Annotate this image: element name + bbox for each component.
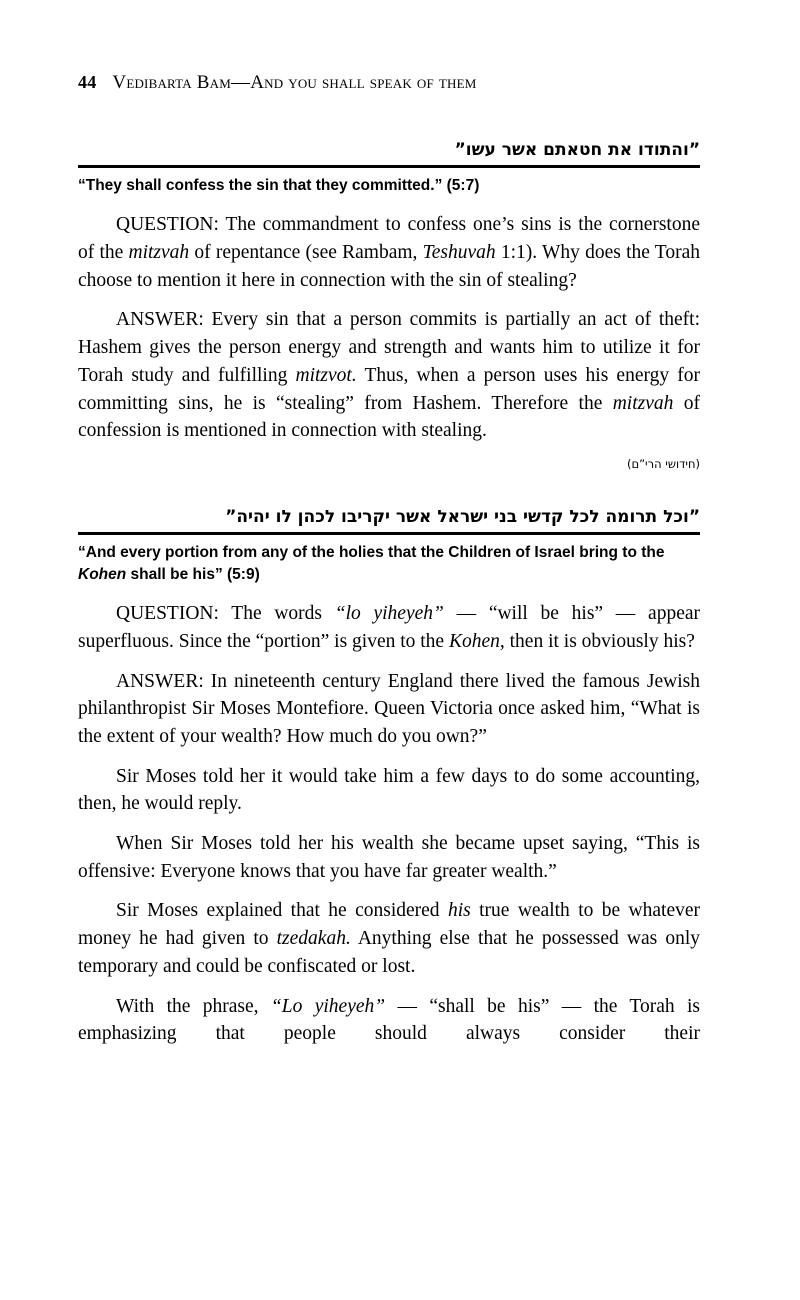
hebrew-verse-heading-2: ”וכל תרומה לכל קדשי בני ישראל אשר יקריבו לכהן לו יהיה” (225, 506, 700, 527)
paragraph-answer-1: ANSWER: Every sin that a person commits is partially an act of theft: Hashem gives the person energy and strength and wants him to utilize it for Torah study and fulfilling mitzvot. Thus, when a person uses his energy for committing sins, he is “stealing” from Hashem. Therefore the mitzvah of confession is mentioned in connection with stealing. (78, 309, 701, 442)
paragraph-body-1: Sir Moses told her it would take him a few days to do some accounting, then, he would reply. (78, 765, 700, 815)
heading-text-part1: “And every portion from any of the holies that the Children of Israel bring to the (78, 544, 665, 562)
paragraph-question-2: QUESTION: The words “lo yiheyeh” — “will be his” — appear superfluous. Since the “portion” is given to the Kohen, then it is obviously his? (78, 603, 700, 652)
heading-text-kohen: Kohen (78, 566, 127, 584)
section-divider-space (78, 491, 700, 507)
page-header (78, 72, 700, 94)
paragraph-body-3: Sir Moses explained that he considered his true wealth to be whatever money he had given to tzedakah. Anything else that he possessed was only temporary and could be confiscated or lost. (78, 900, 701, 977)
section-2 (78, 507, 700, 1048)
paragraph-question-1: QUESTION: The commandment to confess one’s sins is the cornerstone of the mitzvah of repentance (see Rambam, Teshuvah 1:1). Why does the Torah choose to mention it here in connection with the sin of stealing? (78, 214, 700, 291)
heading-rule-2 (78, 532, 700, 535)
heading-rule-1 (78, 165, 700, 168)
hebrew-verse-heading-1: ”והתודו את חטאתם אשר עשו” (454, 140, 700, 160)
paragraph-answer-2: ANSWER: In nineteenth century England there lived the famous Jewish philanthropist Sir Moses Montefiore. Queen Victoria once asked him, “What is the extent of your wealth? How much do you own?” (78, 670, 700, 748)
page-number: 44 (78, 72, 97, 92)
english-verse-heading-2 (78, 542, 700, 586)
english-verse-heading-1: “They shall confess the sin that they committed.” (5:7) (78, 177, 480, 195)
section-1 (78, 140, 700, 471)
document-page (78, 0, 700, 1300)
paragraph-body-4: With the phrase, “Lo yiheyeh” — “shall be his” — the Torah is emphasizing that people should always consider their (78, 995, 700, 1045)
paragraph-body-2: When Sir Moses told her his wealth she became upset saying, “This is offensive: Everyone knows that you have far greater wealth.” (78, 833, 700, 882)
running-title: Vedibarta Bam—And you shall speak of them (112, 72, 477, 93)
page-body (78, 140, 700, 1060)
heading-text-part2: shall be his” (5:9) (126, 566, 260, 584)
source-attribution-1: (חידושי הרי”ם) (626, 456, 700, 471)
